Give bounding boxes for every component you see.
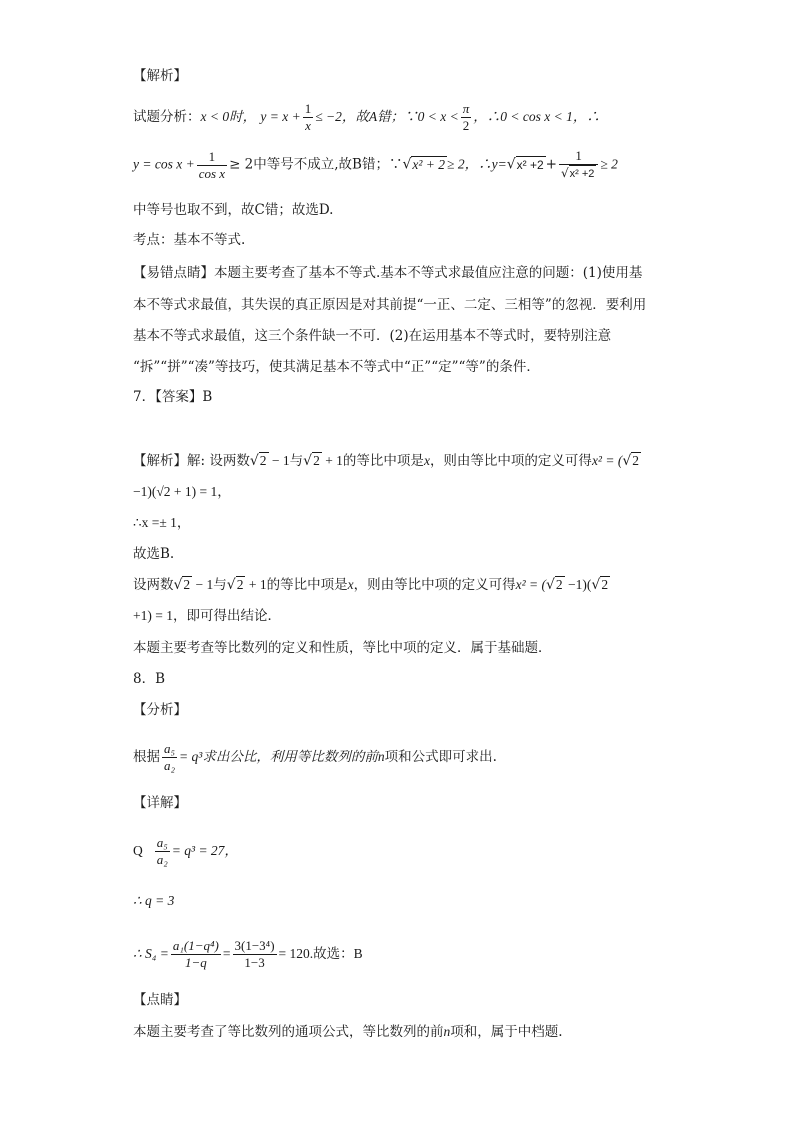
q7-line-2: −1)(√2 + 1) = 1， — [133, 484, 231, 499]
radicand: 2 — [313, 453, 320, 468]
variable: x — [423, 453, 430, 468]
text: = q³求出公比，利用等比数列的前 — [179, 749, 378, 764]
text: 设两数 — [133, 577, 174, 593]
text: ≥ 2中等号不成立,故B错；∵ — [229, 156, 403, 173]
kaodian: 考点：基本不等式. — [133, 232, 246, 248]
text: 项和公式即可求出. — [384, 749, 497, 765]
fraction: $\frac{\text{a₁(1−q⁴)}}{1-q}$ — [172, 938, 219, 970]
tip-line-2: 本不等式求最值，其失误的真正原因是对其前提“一正、二定、三相等”的忽视．要利用 — [133, 297, 647, 313]
text: + 1的等比中项是 — [245, 577, 348, 592]
radicand: 2 — [236, 577, 244, 592]
plus: + — [545, 156, 557, 173]
tip-line-3: 基本不等式求最值，这三个条件缺一不可．(2)在运用基本不等式时，要特别注意 — [133, 328, 612, 344]
tip-line-1: 【易错点睛】本题主要考查了基本不等式.基本不等式求最值应注意的问题：(1)使用基 — [133, 265, 643, 281]
radicand: 2 — [601, 577, 609, 592]
variable: x — [347, 577, 354, 592]
sqrt-sign: √ — [402, 156, 412, 173]
analysis-line-1 — [133, 101, 600, 134]
text: = 120.故选：B — [278, 946, 363, 961]
fraction: $\frac{1}{\text{√x² +2}}$ — [559, 148, 598, 182]
analysis-line-3: 中等号也取不到，故C错；故选D. — [133, 202, 334, 218]
text: + 1的等比中项是 — [321, 453, 424, 468]
radicand: 2 — [632, 453, 640, 468]
radicand: 2 — [259, 453, 267, 468]
variable: n — [377, 749, 385, 764]
formula: ∴ S₄ = — [133, 946, 169, 961]
formula: x² = ( — [515, 577, 546, 592]
text: − 1与 — [192, 577, 227, 592]
therefore-symbol: Q — [133, 843, 143, 858]
formula: = q³ = 27， — [171, 843, 238, 858]
radicand: x² +2 — [516, 157, 544, 172]
text: 根据 — [133, 749, 160, 765]
formula: ≥ 2，∴y= — [447, 156, 507, 172]
variable: n — [443, 1024, 451, 1039]
q8-line-1 — [133, 740, 497, 774]
fraction: $\frac{\text{a₅}}{\text{a₂}}$ — [164, 741, 176, 773]
radicand: 2 — [183, 577, 191, 592]
q7-answer: 7．【答案】B — [133, 389, 213, 405]
formula: ≤ −2，故A错；∵0 < x < — [315, 109, 459, 124]
q8-line-5 — [133, 1022, 563, 1042]
equals: = — [222, 946, 231, 961]
analysis-heading: 【解析】 — [133, 68, 187, 84]
formula: ，∴0 < cos x < 1，∴ — [473, 109, 600, 124]
text: 试题分析： — [133, 109, 201, 125]
q7-line-7: 本题主要考查等比数列的定义和性质，等比中项的定义．属于基础题． — [133, 640, 552, 656]
fraction: $\frac{\text{a₅}}{\text{a₂}}$ — [156, 835, 168, 867]
q7-line-6: +1) = 1，即可得出结论． — [133, 608, 281, 623]
analysis-tag: 【解析】 — [133, 453, 187, 469]
q7-line-1: 【解析】解: 设两数√2 − 1与√2 + 1的等比中项是x，则由等比中项的定义可得x² = (√2 — [133, 453, 640, 469]
formula: y = cos x + — [133, 156, 195, 172]
fraction: $\frac{\text{3(1−3⁴)}}{1-3}$ — [234, 938, 275, 970]
q8-line-2 — [133, 834, 238, 868]
fraction: $\frac{1}{x}$ — [304, 101, 312, 133]
formula: x² = ( — [591, 453, 623, 468]
radicand: 2 — [555, 577, 563, 592]
text: 本题主要考查了等比数列的通项公式，等比数列的前 — [133, 1024, 444, 1040]
q8-xiangjie: 【详解】 — [133, 795, 187, 811]
text: 项和，属于中档题. — [450, 1024, 563, 1040]
q7-line-3: ∴x =± 1， — [133, 515, 191, 530]
radicand: x² + 2 — [412, 156, 446, 172]
formula: ≥ 2 — [600, 156, 618, 172]
q8-line-4 — [133, 935, 363, 973]
fraction: $\frac{\pi}{2}$ — [462, 101, 470, 133]
formula: y = x + — [260, 109, 301, 124]
text: ，则由等比中项的定义可得 — [353, 577, 516, 593]
fraction: $\frac{1}{\text{cos x}}$ — [198, 148, 226, 181]
analysis-line-2 — [133, 148, 618, 182]
q8-fenxi: 【分析】 — [133, 702, 187, 718]
tip-line-4: “拆”“拼”“凑”等技巧，使其满足基本不等式中“正”“定”“等”的条件． — [133, 359, 540, 375]
q8-number: 8．B — [133, 671, 166, 687]
text: ，则由等比中项的定义可得 — [429, 453, 592, 469]
text: 解: 设两数 — [187, 453, 250, 469]
text: − 1与 — [268, 453, 304, 468]
q8-line-3: ∴ q = 3 — [133, 893, 175, 908]
q7-line-5: 设两数√2 − 1与√2 + 1的等比中项是x，则由等比中项的定义可得x² = (√2 −1)(√2 — [133, 577, 609, 593]
q8-dianjing: 【点睛】 — [133, 992, 187, 1008]
sqrt-sign: √ — [506, 156, 516, 173]
q7-line-4: 故选B. — [133, 546, 175, 562]
formula: −1)( — [564, 577, 592, 592]
formula: x < 0时， — [200, 109, 257, 124]
